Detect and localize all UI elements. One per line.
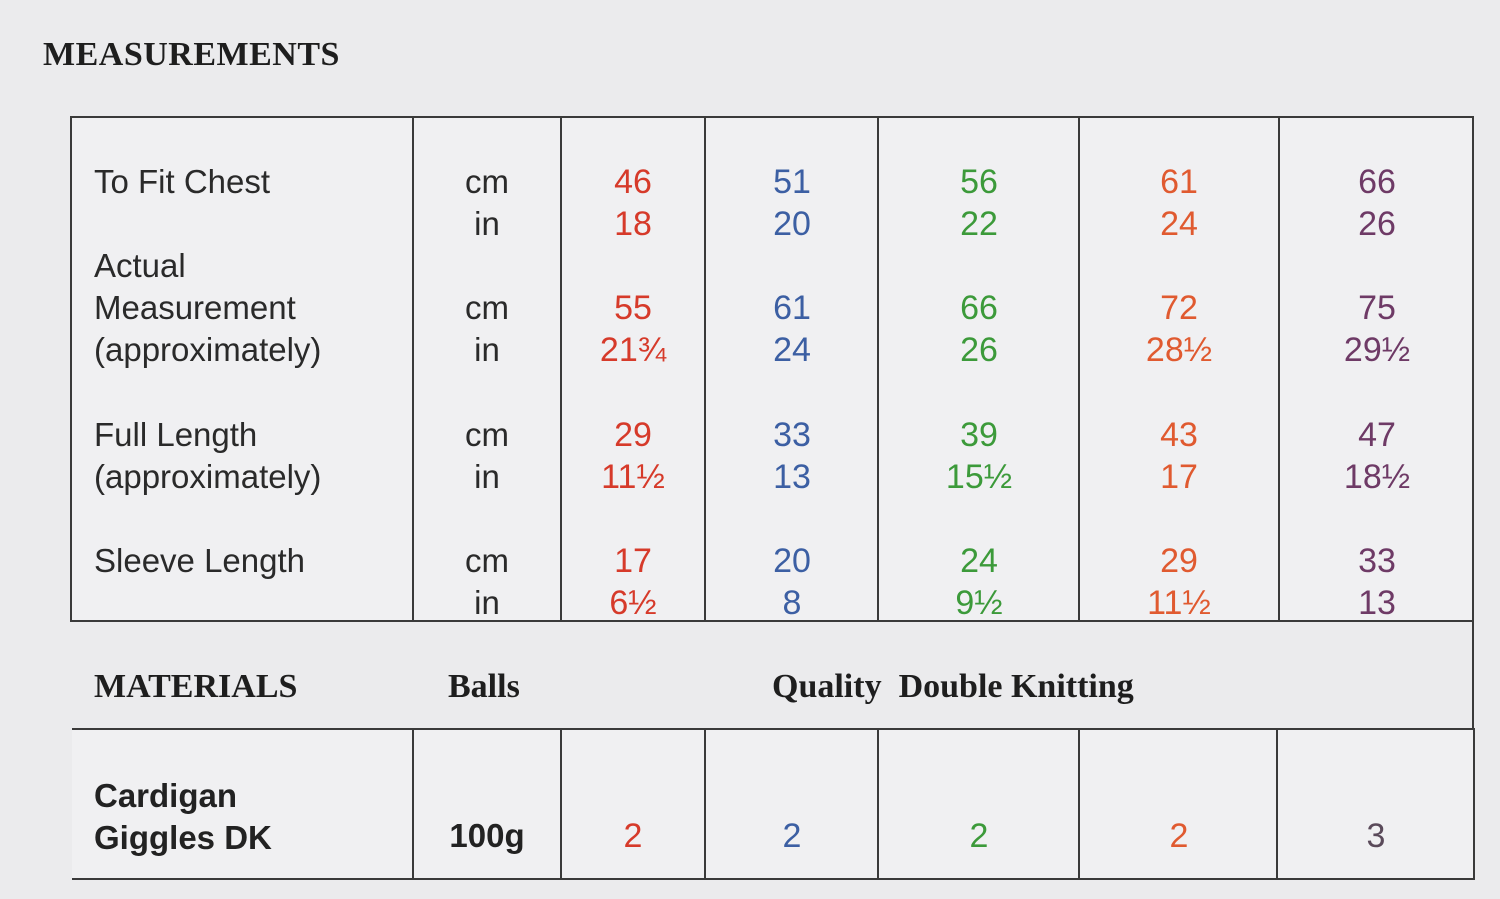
unit-cm: cm <box>465 542 509 579</box>
row-label-actual: Measurement <box>94 289 296 326</box>
value-cell: 18½ <box>1343 458 1411 496</box>
unit-in: in <box>474 205 500 242</box>
row-label-chest: To Fit Chest <box>94 163 271 200</box>
ball-count: 3 <box>1366 817 1386 855</box>
ball-count: 2 <box>782 817 802 855</box>
row-label-actual: Actual <box>94 247 186 284</box>
value-cell: 55 <box>614 289 652 327</box>
column-divider <box>1276 730 1278 880</box>
value-cell: 66 <box>960 289 998 327</box>
divider <box>72 878 1475 880</box>
value-cell: 17 <box>614 542 652 580</box>
value-cell: 26 <box>1358 205 1396 243</box>
value-cell: 72 <box>1160 289 1198 327</box>
row-label-full-length: (approximately) <box>94 458 322 495</box>
value-cell: 29½ <box>1343 331 1411 369</box>
value-cell: 11½ <box>1147 584 1211 622</box>
unit-cm: cm <box>465 416 509 453</box>
value-cell: 21¾ <box>599 331 667 369</box>
value-cell: 61 <box>1160 163 1198 201</box>
value-cell: 47 <box>1358 416 1396 454</box>
value-cell: 75 <box>1358 289 1396 327</box>
value-cell: 43 <box>1160 416 1198 454</box>
unit-in: in <box>474 331 500 368</box>
ball-count: 2 <box>623 817 643 855</box>
column-divider <box>560 730 562 880</box>
column-divider <box>877 730 879 880</box>
yarn-name <box>94 775 272 859</box>
value-cell: 66 <box>1358 163 1396 201</box>
value-cell: 51 <box>773 163 811 201</box>
column-divider <box>1078 730 1080 880</box>
value-cell: 26 <box>960 331 998 369</box>
materials-table <box>72 730 1475 880</box>
quality-label: Quality Double Knitting <box>772 668 1134 705</box>
column-divider <box>412 730 414 880</box>
unit-in: in <box>474 584 500 621</box>
value-cell: 29 <box>614 416 652 454</box>
yarn-name-line: Cardigan <box>94 777 238 814</box>
materials-title: MATERIALS <box>94 668 298 705</box>
column-divider <box>704 730 706 880</box>
value-cell: 9½ <box>955 584 1003 622</box>
unit-cm: cm <box>465 289 509 326</box>
value-cell: 6½ <box>609 584 657 622</box>
value-cell: 11½ <box>601 458 665 496</box>
ball-weight: 100g <box>449 817 525 854</box>
value-cell: 24 <box>773 331 811 369</box>
value-cell: 22 <box>960 205 998 243</box>
value-cell: 20 <box>773 205 811 243</box>
value-cell: 28½ <box>1145 331 1213 369</box>
value-cell: 24 <box>960 542 998 580</box>
value-cell: 17 <box>1160 458 1198 496</box>
balls-label: Balls <box>448 668 520 705</box>
value-cell: 46 <box>614 163 652 201</box>
materials-border <box>1472 620 1474 728</box>
row-label-full-length: Full Length <box>94 416 258 453</box>
column-divider <box>1473 730 1475 880</box>
row-label-actual: (approximately) <box>94 331 322 368</box>
value-cell: 15½ <box>945 458 1013 496</box>
value-cell: 8 <box>782 584 802 622</box>
ball-count: 2 <box>1169 817 1189 855</box>
measurements-title: MEASUREMENTS <box>43 36 340 73</box>
value-cell: 56 <box>960 163 998 201</box>
value-cell: 13 <box>773 458 811 496</box>
value-cell: 24 <box>1160 205 1198 243</box>
value-cell: 61 <box>773 289 811 327</box>
row-label-sleeve: Sleeve Length <box>94 542 306 579</box>
ball-count: 2 <box>969 817 989 855</box>
yarn-name-line: Giggles DK <box>94 819 272 856</box>
value-cell: 29 <box>1160 542 1198 580</box>
value-cell: 33 <box>1358 542 1396 580</box>
value-cell: 18 <box>614 205 652 243</box>
value-cell: 39 <box>960 416 998 454</box>
value-cell: 33 <box>773 416 811 454</box>
unit-in: in <box>474 458 500 495</box>
value-cell: 13 <box>1358 584 1396 622</box>
unit-cm: cm <box>465 163 509 200</box>
value-cell: 20 <box>773 542 811 580</box>
